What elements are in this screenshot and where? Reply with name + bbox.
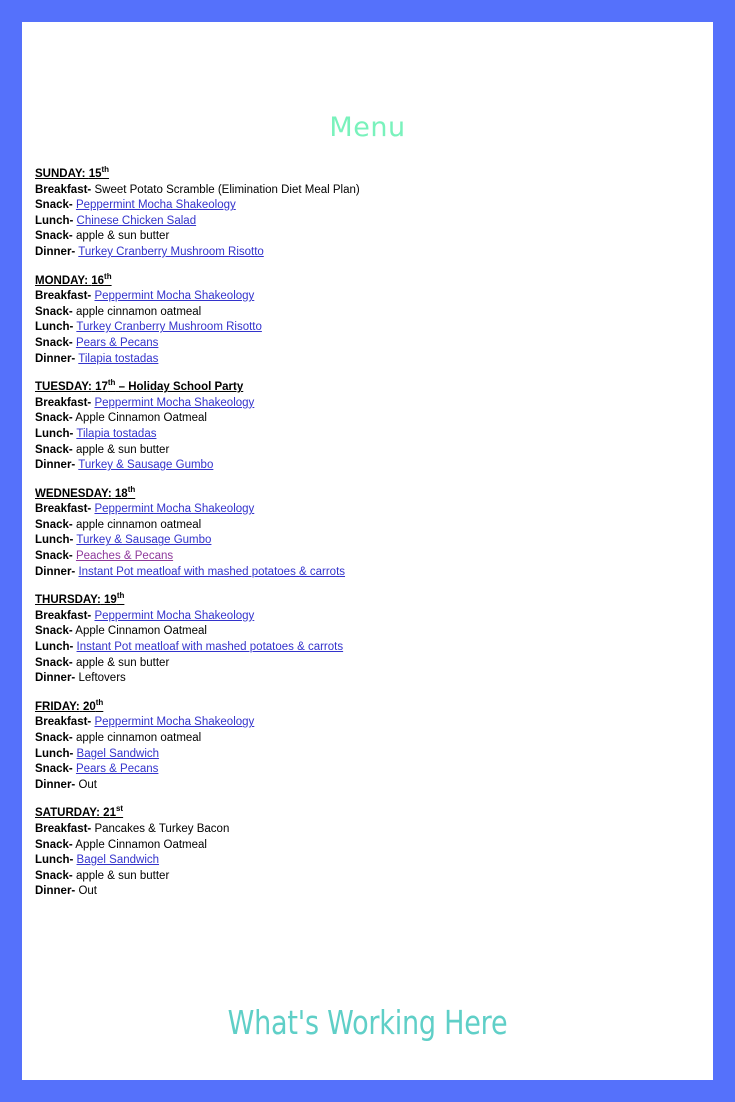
day-heading — [35, 380, 700, 396]
meal-recipe-link[interactable]: Pears & Pecans — [75, 763, 159, 776]
meal-recipe-link[interactable]: Tilapia tostadas — [76, 427, 157, 440]
meal-separator: - — [68, 518, 73, 531]
meal-separator: - — [68, 838, 73, 851]
meal-recipe-link[interactable]: Peaches & Pecans — [75, 550, 174, 563]
day-name: TUESDAY: — [35, 381, 92, 394]
day-date: 16 — [91, 274, 105, 287]
meal-separator: - — [87, 290, 92, 303]
day-name: SUNDAY: — [35, 168, 86, 180]
meal-row — [35, 198, 700, 214]
meal-separator: - — [68, 869, 73, 882]
meal-recipe-link[interactable]: Chinese Chicken Salad — [76, 214, 197, 227]
meal-recipe-link[interactable]: Peppermint Mocha Shakeology — [94, 290, 255, 303]
day-heading — [35, 271, 700, 290]
meal-row — [35, 458, 700, 474]
day-block — [35, 593, 700, 687]
meal-row — [35, 502, 700, 518]
meal-row — [35, 731, 700, 747]
meal-label: Snack — [35, 443, 69, 456]
day-date-ordinal: th — [127, 484, 136, 494]
meal-recipe-link[interactable]: Pears & Pecans — [75, 336, 159, 349]
meal-label: Dinner — [35, 459, 72, 472]
meal-value: Apple Cinnamon Oatmeal — [75, 838, 207, 851]
meal-value: Out — [78, 778, 98, 791]
meal-recipe-link[interactable]: Peppermint Mocha Shakeology — [75, 199, 236, 212]
day-block — [35, 271, 700, 368]
day-heading — [35, 697, 700, 716]
day-date: 19 — [104, 594, 117, 607]
meal-row — [35, 245, 700, 261]
meal-recipe-link[interactable]: Turkey Cranberry Mushroom Risotto — [78, 245, 264, 258]
meal-row — [35, 565, 700, 581]
meal-row — [35, 778, 700, 794]
meal-recipe-link[interactable]: Instant Pot meatloaf with mashed potatoes & carrots — [78, 565, 346, 578]
meal-separator: - — [69, 747, 74, 760]
meal-recipe-link[interactable]: Peppermint Mocha Shakeology — [94, 609, 255, 622]
meal-label: Lunch — [35, 214, 70, 227]
meal-separator: - — [71, 672, 76, 685]
meal-separator: - — [68, 550, 73, 563]
meal-separator: - — [68, 625, 73, 638]
meal-row — [35, 715, 700, 731]
menu-page — [22, 22, 713, 1080]
meal-label: Snack — [35, 550, 69, 563]
meal-label: Breakfast — [35, 183, 88, 196]
meal-separator: - — [69, 321, 74, 334]
meal-label: Breakfast — [35, 716, 88, 729]
meal-separator: - — [71, 245, 76, 258]
meal-label: Snack — [35, 305, 69, 318]
meal-recipe-link[interactable]: Turkey & Sausage Gumbo — [76, 534, 212, 547]
site-footer-title: What's Working Here — [227, 1003, 508, 1042]
meal-separator: - — [71, 565, 76, 578]
meal-row — [35, 822, 700, 838]
meal-separator: - — [71, 352, 76, 365]
day-date-ordinal: th — [116, 591, 125, 601]
meal-recipe-link[interactable]: Peppermint Mocha Shakeology — [94, 716, 255, 729]
day-date-ordinal: st — [115, 804, 124, 814]
meal-row — [35, 443, 700, 459]
day-name: FRIDAY: — [35, 700, 80, 713]
meal-value: apple cinnamon oatmeal — [75, 518, 202, 531]
meal-recipe-link[interactable]: Tilapia tostadas — [78, 352, 159, 365]
meal-label: Lunch — [35, 534, 70, 547]
meal-separator: - — [87, 822, 92, 835]
meal-row — [35, 411, 700, 427]
day-heading — [35, 167, 700, 183]
meal-label: Dinner — [35, 778, 72, 791]
meal-value: Leftovers — [78, 672, 126, 685]
meal-value: apple & sun butter — [75, 656, 170, 669]
day-date-ordinal: th — [104, 271, 112, 281]
day-heading — [35, 484, 700, 503]
day-block — [35, 484, 700, 581]
meal-separator: - — [87, 183, 92, 196]
meal-row — [35, 396, 700, 412]
meal-recipe-link[interactable]: Bagel Sandwich — [76, 747, 160, 760]
meal-label: Lunch — [35, 641, 70, 654]
meal-separator: - — [69, 854, 74, 867]
meal-label: Dinner — [35, 245, 72, 258]
meal-value: apple & sun butter — [75, 869, 170, 882]
meal-row — [35, 214, 700, 230]
meal-row — [35, 747, 700, 763]
meal-label: Snack — [35, 336, 69, 349]
day-date: 21 — [103, 807, 116, 820]
meal-label: Snack — [35, 838, 69, 851]
day-block — [35, 167, 700, 261]
meal-label: Dinner — [35, 352, 72, 365]
meal-label: Breakfast — [35, 822, 88, 835]
meal-value: Sweet Potato Scramble (Elimination Diet Meal Plan) — [94, 183, 360, 196]
meal-recipe-link[interactable]: Instant Pot meatloaf with mashed potatoes & carrots — [76, 641, 344, 654]
day-block — [35, 380, 700, 474]
day-heading — [35, 593, 700, 609]
meal-separator: - — [71, 459, 76, 472]
meal-row — [35, 624, 700, 640]
meal-value: Pancakes & Turkey Bacon — [94, 822, 230, 835]
meal-row — [35, 533, 700, 549]
meal-value: apple cinnamon oatmeal — [75, 305, 202, 318]
meal-row — [35, 656, 700, 672]
meal-row — [35, 838, 700, 854]
meal-separator: - — [68, 199, 73, 212]
meal-separator: - — [68, 305, 73, 318]
meal-recipe-link[interactable]: Bagel Sandwich — [76, 854, 160, 867]
meal-separator: - — [87, 503, 92, 516]
meal-value: apple & sun butter — [75, 230, 170, 243]
meal-label: Lunch — [35, 427, 70, 440]
meal-label: Snack — [35, 230, 69, 243]
meal-row — [35, 289, 700, 305]
meal-row — [35, 352, 700, 368]
meal-row — [35, 762, 700, 778]
meal-separator: - — [87, 609, 92, 622]
meal-separator: - — [68, 230, 73, 243]
meal-label: Dinner — [35, 885, 72, 898]
meal-separator: - — [69, 641, 74, 654]
meal-row — [35, 853, 700, 869]
meal-label: Breakfast — [35, 503, 88, 516]
meal-label: Snack — [35, 625, 69, 638]
meal-separator: - — [87, 716, 92, 729]
meal-label: Breakfast — [35, 290, 88, 303]
meal-value: apple & sun butter — [75, 443, 170, 456]
day-name: SATURDAY: — [35, 807, 100, 820]
day-date-ordinal: th — [95, 697, 104, 707]
meal-row — [35, 518, 700, 534]
meal-label: Lunch — [35, 321, 70, 334]
day-block — [35, 806, 700, 900]
meal-label: Snack — [35, 518, 69, 531]
meal-row — [35, 869, 700, 885]
meal-value: Apple Cinnamon Oatmeal — [75, 412, 207, 425]
day-name: WEDNESDAY: — [35, 487, 112, 500]
meal-row — [35, 427, 700, 443]
meal-label: Snack — [35, 656, 69, 669]
meal-value: Out — [78, 885, 98, 898]
meal-separator: - — [68, 443, 73, 456]
day-heading — [35, 806, 700, 822]
meal-recipe-link[interactable]: Turkey Cranberry Mushroom Risotto — [76, 321, 262, 334]
meal-row — [35, 229, 700, 245]
meal-value: apple cinnamon oatmeal — [75, 732, 202, 744]
meal-label: Breakfast — [35, 396, 88, 409]
meal-separator: - — [68, 763, 73, 776]
meal-value: Apple Cinnamon Oatmeal — [75, 625, 207, 638]
meal-recipe-link[interactable]: Turkey & Sausage Gumbo — [78, 459, 214, 472]
meal-row — [35, 671, 700, 687]
meal-label: Lunch — [35, 854, 70, 867]
meal-separator: - — [69, 534, 74, 547]
meal-label: Dinner — [35, 565, 72, 578]
day-date: 17 — [95, 381, 108, 394]
day-block — [35, 697, 700, 794]
meal-label: Snack — [35, 412, 69, 425]
meal-separator: - — [68, 732, 73, 744]
meal-row — [35, 609, 700, 625]
meal-separator: - — [68, 412, 73, 425]
meal-separator: - — [71, 778, 76, 791]
meal-label: Dinner — [35, 672, 72, 685]
meal-separator: - — [87, 396, 92, 409]
meal-label: Breakfast — [35, 609, 88, 622]
day-date-ordinal: th — [107, 378, 116, 388]
meal-recipe-link[interactable]: Peppermint Mocha Shakeology — [94, 503, 255, 516]
meal-label: Snack — [35, 869, 69, 882]
meal-row — [35, 183, 700, 199]
meal-separator: - — [69, 214, 74, 227]
meal-row — [35, 549, 700, 565]
day-name: MONDAY: — [35, 274, 89, 287]
meal-label: Snack — [35, 199, 69, 212]
meal-label: Snack — [35, 763, 69, 776]
meal-row — [35, 884, 700, 900]
meal-separator: - — [71, 885, 76, 898]
page-title: Menu — [329, 112, 406, 143]
meal-separator: - — [68, 336, 73, 349]
meal-separator: - — [69, 427, 74, 440]
meal-row — [35, 320, 700, 336]
day-date: 20 — [82, 700, 96, 713]
meal-separator: - — [68, 656, 73, 669]
day-name: THURSDAY: — [35, 594, 101, 607]
day-note: – Holiday School Party — [115, 381, 244, 394]
meal-recipe-link[interactable]: Peppermint Mocha Shakeology — [94, 396, 255, 409]
day-date-ordinal: th — [101, 165, 110, 175]
meal-row — [35, 640, 700, 656]
day-date: 18 — [114, 487, 128, 500]
day-date: 15 — [88, 168, 102, 180]
meal-row — [35, 336, 700, 352]
weekly-meal-plan — [22, 167, 713, 900]
meal-label: Lunch — [35, 747, 70, 760]
meal-label: Snack — [35, 732, 69, 744]
meal-row — [35, 305, 700, 321]
